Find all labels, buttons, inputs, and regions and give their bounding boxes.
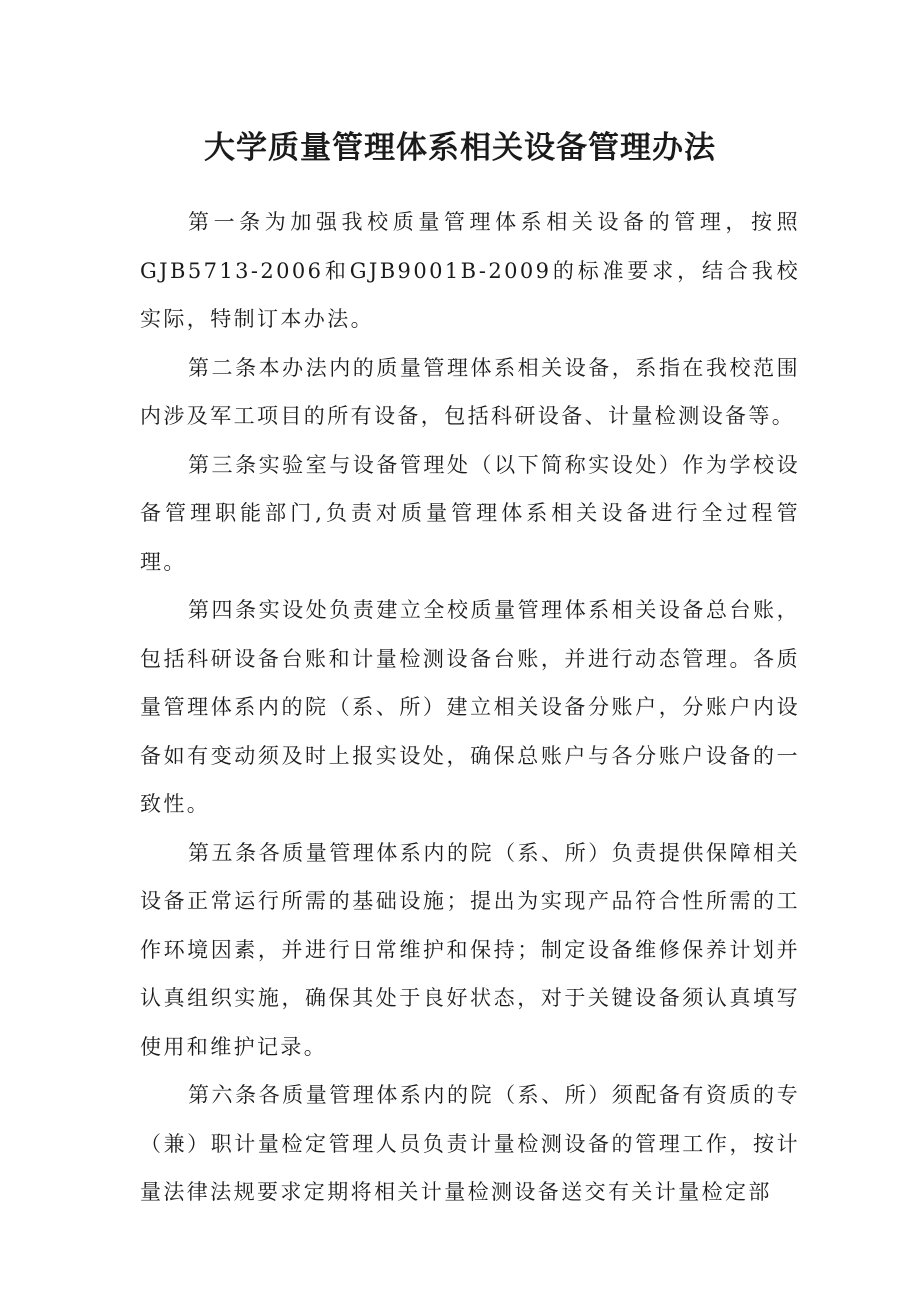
article-3-paragraph: 第三条实验室与设备管理处（以下简称实设处）作为学校设备管理职能部门,负责对质量管理体系相关设备进行全过程管理。 (140, 452, 800, 574)
article-2-paragraph: 第二条本办法内的质量管理体系相关设备，系指在我校范围内涉及军工项目的所有设备，包括科研设备、计量检测设备等。 (140, 355, 800, 428)
document-body (140, 198, 800, 1217)
article-5-paragraph: 第五条各质量管理体系内的院（系、所）负责提供保障相关设备正常运行所需的基础设施；提出为实现产品符合性所需的工作环境因素，并进行日常维护和保持；制定设备维修保养计划并认真组织实施，确保其处于良好状态，对于关键设备须认真填写使用和维护记录。 (140, 840, 800, 1059)
article-6-paragraph: 第六条各质量管理体系内的院（系、所）须配备有资质的专（兼）职计量检定管理人员负责计量检测设备的管理工作，按计量法律法规要求定期将相关计量检测设备送交有关计量检定部 (140, 1083, 800, 1204)
document-title: 大学质量管理体系相关设备管理办法 (204, 130, 716, 166)
article-4-paragraph: 第四条实设处负责建立全校质量管理体系相关设备总台账，包括科研设备台账和计量检测设备台账，并进行动态管理。各质量管理体系内的院（系、所）建立相关设备分账户，分账户内设备如有变动须及时上报实设处，确保总账户与各分账户设备的一致性。 (140, 598, 800, 816)
article-1-paragraph: 第一条为加强我校质量管理体系相关设备的管理，按照GJB5713-2006和GJB9001B-2009的标准要求，结合我校实际，特制订本办法。 (140, 210, 800, 331)
